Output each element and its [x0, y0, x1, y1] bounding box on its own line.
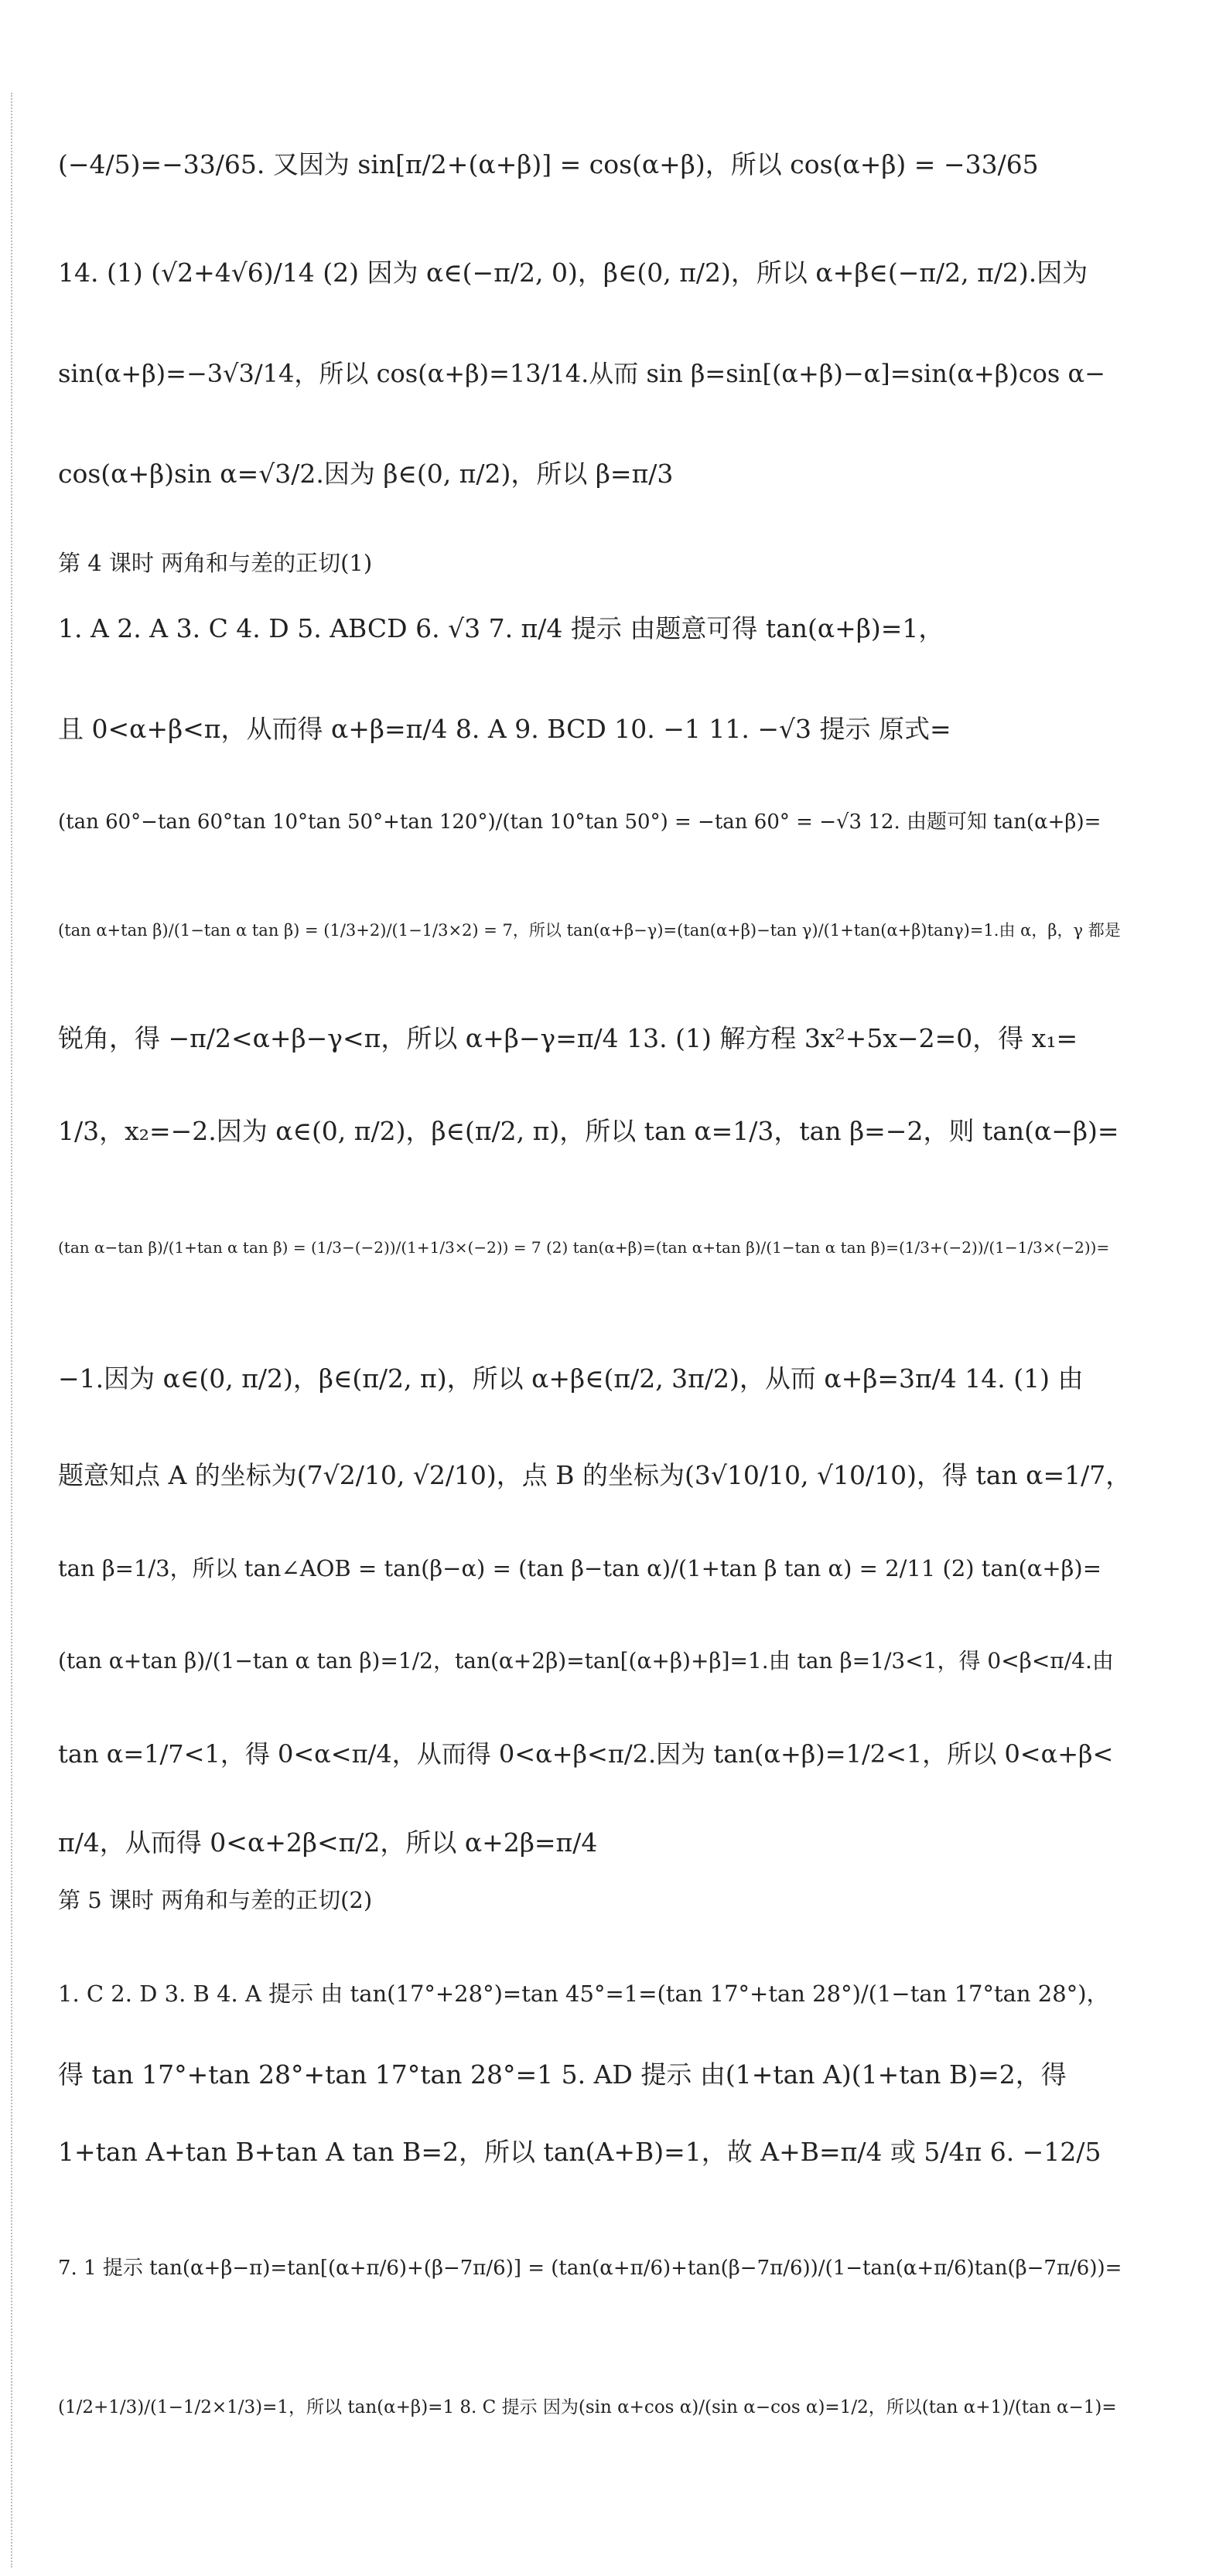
answer-line: tan β=1/3，所以 tan∠AOB = tan(β−α) = (tan β−tan α)/(1+tan β tan α) = 2/11 (2) tan(α+β)=	[58, 1555, 1102, 1581]
answer-line: (tan 60°−tan 60°tan 10°tan 50°+tan 120°)/(tan 10°tan 50°) = −tan 60° = −√3 12. 由题可知 tan(α+β)=	[58, 810, 1101, 834]
answer-line: 14. (1) (√2+4√6)/14 (2) 因为 α∈(−π/2, 0)，β∈(0, π/2)，所以 α+β∈(−π/2, π/2).因为	[58, 258, 1088, 288]
answer-line: tan α=1/7<1，得 0<α<π/4，从而得 0<α+β<π/2.因为 tan(α+β)=1/2<1，所以 0<α+β<	[58, 1739, 1114, 1769]
answer-line: (tan α−tan β)/(1+tan α tan β) = (1/3−(−2))/(1+1/3×(−2)) = 7 (2) tan(α+β)=(tan α+tan β)/(1−tan α tan β)=(1/3+(−2))/(1−1/3×(−2))=	[58, 1238, 1110, 1257]
answer-line: 锐角，得 −π/2<α+β−γ<π，所以 α+β−γ=π/4 13. (1) 解方程 3x²+5x−2=0，得 x₁=	[58, 1023, 1078, 1053]
answer-line: 1/3，x₂=−2.因为 α∈(0, π/2)，β∈(π/2, π)，所以 tan α=1/3，tan β=−2，则 tan(α−β)=	[58, 1116, 1119, 1146]
answer-line: 7. 1 提示 tan(α+β−π)=tan[(α+π/6)+(β−7π/6)] = (tan(α+π/6)+tan(β−7π/6))/(1−tan(α+π/6)tan(β−7π/6))=	[58, 2257, 1122, 2280]
section-heading: 第 4 课时 两角和与差的正切(1)	[58, 550, 373, 576]
answer-line: (tan α+tan β)/(1−tan α tan β)=1/2，tan(α+2β)=tan[(α+β)+β]=1.由 tan β=1/3<1，得 0<β<π/4.由	[58, 1648, 1114, 1674]
answer-line: sin(α+β)=−3√3/14，所以 cos(α+β)=13/14.从而 sin β=sin[(α+β)−α]=sin(α+β)cos α−	[58, 359, 1105, 388]
answer-line: 1. A 2. A 3. C 4. D 5. ABCD 6. √3 7. π/4 提示 由题意可得 tan(α+β)=1，	[58, 613, 944, 643]
answer-line: 且 0<α+β<π，从而得 α+β=π/4 8. A 9. BCD 10. −1 11. −√3 提示 原式=	[58, 714, 951, 744]
answer-line: (−4/5)=−33/65. 又因为 sin[π/2+(α+β)] = cos(α+β)，所以 cos(α+β) = −33/65	[58, 149, 1039, 179]
section-heading: 第 5 课时 两角和与差的正切(2)	[58, 1887, 373, 1913]
answer-line: π/4，从而得 0<α+2β<π/2，所以 α+2β=π/4	[58, 1827, 598, 1858]
answer-line: (tan α+tan β)/(1−tan α tan β) = (1/3+2)/(1−1/3×2) = 7，所以 tan(α+β−γ)=(tan(α+β)−tan γ)/(1+tan(α+β)tanγ)=1.由 α，β，γ 都是	[58, 921, 1121, 940]
answer-line: 1+tan A+tan B+tan A tan B=2，所以 tan(A+B)=1，故 A+B=π/4 或 5/4π 6. −12/5	[58, 2137, 1101, 2167]
answer-line: cos(α+β)sin α=√3/2.因为 β∈(0, π/2)，所以 β=π/3	[58, 459, 674, 489]
answer-line: (1/2+1/3)/(1−1/2×1/3)=1，所以 tan(α+β)=1 8. C 提示 因为(sin α+cos α)/(sin α−cos α)=1/2，所以(tan α+1)/(tan α−1)=	[58, 2397, 1117, 2417]
answer-line: 得 tan 17°+tan 28°+tan 17°tan 28°=1 5. AD 提示 由(1+tan A)(1+tan B)=2，得	[58, 2059, 1067, 2090]
margin-dotted-line	[11, 93, 12, 2567]
answer-line: −1.因为 α∈(0, π/2)，β∈(π/2, π)，所以 α+β∈(π/2, 3π/2)，从而 α+β=3π/4 14. (1) 由	[58, 1363, 1084, 1394]
answer-line: 1. C 2. D 3. B 4. A 提示 由 tan(17°+28°)=tan 45°=1=(tan 17°+tan 28°)/(1−tan 17°tan 28°)，	[58, 1981, 1109, 2007]
answer-line: 题意知点 A 的坐标为(7√2/10, √2/10)，点 B 的坐标为(3√10/10, √10/10)，得 tan α=1/7，	[58, 1460, 1132, 1490]
